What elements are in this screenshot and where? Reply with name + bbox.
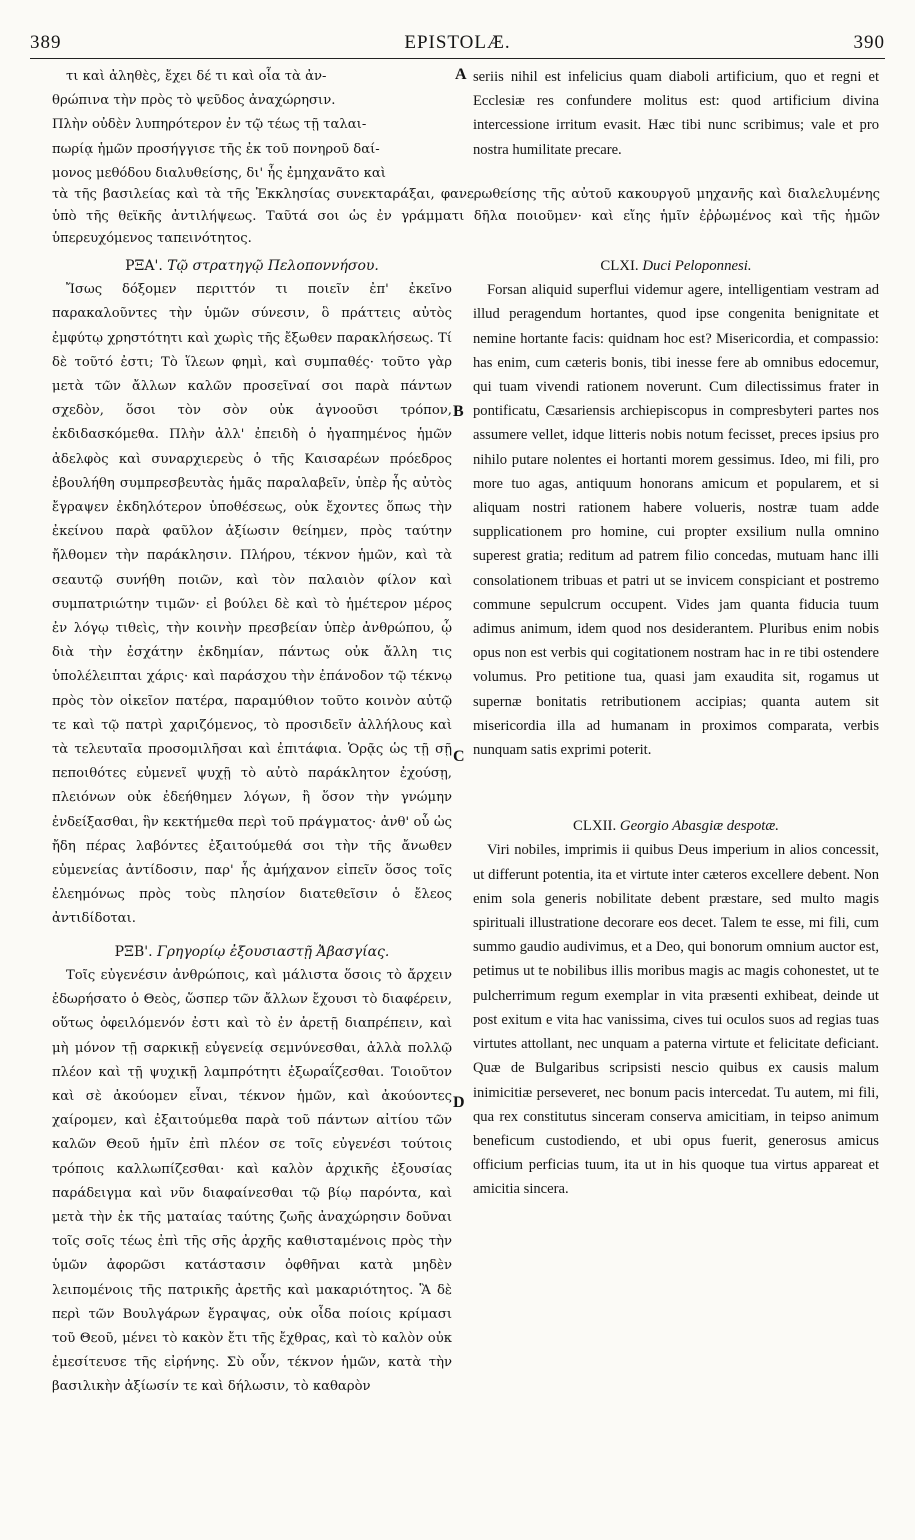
margin-letter-c: C	[453, 748, 465, 765]
margin-letter-b: B	[453, 403, 464, 420]
latin-heading-num: CLXI.	[600, 258, 639, 274]
margin-letter-d: D	[453, 1094, 465, 1111]
latin-letter-body-162: Viri nobiles, imprimis ii quibus Deus imperium in alios concessit, ut differunt potentia, ita et virtute inter cæteros excellere debent. Non enim sola generis nobilitate debent præstare, sed multo magis spirituali illustratione decorare eos decet. Talem te esse, mi fili, cum summo gaudio audivimus, et a Deo, qui bonorum omnium auctor est, petimus ut te nobilibus illis moribus magis ac magis cohonestet, ut te pulcherrimum regum exemplar in vita præsenti exhibeat, deinde ut post exitum e vita hac vanissima, cives tui oculos suos ad regias tuas virtutes attollant, nec unquam a paterna virtute et felicitate deficiant. Quæ de Bulgaribus scripsisti nescio quibus ex causis malum inimicitiæ perseveret, nec bonum pacis intercedat. Tu autem, mi fili, qua rex constitutus sinceram conserva amicitiam, in teipso animum beneficum custodiendo, et ubi opus fuerit, generosus amicus officium perficias tuum, ita ut in his quoque tua virtus appareat et amicitia sincera.	[473, 842, 879, 1198]
greek-heading-162	[52, 940, 452, 964]
margin-letter-a: A	[455, 66, 467, 83]
page-number-right: 390	[853, 32, 885, 53]
greek-letter-body-161: Ἴσως δόξομεν περιττόν τι ποιεῖν ἐπ' ἐκεῖνο παρακαλοῦντες τὴν ὑμῶν σύνεσιν, ὃ πράττεις αὐτὸς ἐμφύτῳ χρηστότητι καὶ χωρὶς τῆς ἔξωθεν παρακλήσεως. Τί δὲ τοῦτό ἐστι; Τὸ ἵλεων φημὶ, καὶ συμπαθές· τοῦτο γὰρ μετὰ τῶν ἄλλων καλῶν προσεῖναί σοι παρὰ πάντων σχεδὸν, ὅσοι τὸν σὸν οὐκ ἀγνοοῦσι τρόπον, ἐκδιδασκόμεθα. Πλὴν ἀλλ' ἐπειδὴ ὁ ἠγαπημένος ἡμῶν ἀδελφὸς καὶ συναρχιερεὺς ὁ τῆς Καισαρέων πρόεδρος ἐβουλήθη συμπρεσβευτὰς ἡμᾶς παραλαβεῖν, ὑπὲρ ἧς αὐτὸς ἔγραψεν ἐκδηλότερον ὑποθέσεως, οὐκ ἔχοντες ὅπως τὴν ἐκείνου παρὰ φαῦλον ἀξίωσιν θείημεν, πρὸς ταύτην ἤλθομεν τὴν παράκλησιν. Πλήρου, τέκνον ἡμῶν, καὶ τὰ σεαυτῷ συνήθη ποιῶν, καὶ τὸν παλαιὸν φίλον καὶ συμπατριώτην τιμῶν· εἰ βούλει δὲ καὶ τὸ ἡμέτερον μέρος ἐν λόγῳ τιθεὶς, τὴν κοινὴν πρεσβείαν ὑπὲρ ἀνθρώπου, ᾧ διὰ τὴν ἐσχάτην ἐκδημίαν, πάντως οὐκ ἄλλη τις ὑπολέλειπται χάρις· καὶ παράσχου τὴν ἐπάνοδον τῷ τέκνῳ πρὸς τὸν οἰκεῖον πατέρα, παραμύθιον τοῦτο κοινὸν αὐτῷ τε καὶ τῷ πατρὶ χαριζόμενος, τὸ προσιδεῖν ἀλλήλους καὶ τὰ τελευταῖα προσομιλῆσαι καὶ ἐπιτάφια. Ὁρᾷς ὡς τῇ σῇ πεποιθότες εὐμενεῖ ψυχῇ τὸ αὐτὸ παράκλητον ἐχούσῃ, πλειόνων οὐκ ἐδεήθημεν λόγων, ἢ ὅσον τὴν γνώμην ἐνδείξασθαι, ἣν κεκτήμεθα περὶ τοῦ πράγματος· ἀνθ' οὗ ὡς ἤδη πέρας λαβόντες ἐξαιτούμεθά σοι τὴν τῆς ἄνωθεν εὐμενείας ἀντίδοσιν, παρ' ἧς ἀμήχανον εἰπεῖν ὅσος τοῖς ἐλεημόνως πρὸς τοὺς πλησίον διατεθεῖσιν ὁ ἔλεος ἀντιδίδοται.	[52, 282, 452, 927]
latin-letter-body-161: Forsan aliquid superflui videmur agere, intelligentiam vestram ad illud peragendum hortantes, quod ipse congenita benignitate et nemine hortante facis: quidnam hoc est? Misericordia, et compassio: has enim, cum cæteris bonis, tibi inesse fere ab omnibus edocemur, qui tuam vivendi rationem noverunt. Cum dilectissimus frater in pontificatu, Cæsariensis archiepiscopus in compresbyteri partes nos assumere vellet, idque litteris nobis notum fecisset, preces ipsius pro nihilo putare nolentes ei hortanti morem gessimus. Ideo, mi fili, pro more tuo agas, antiquum honorans amicum et popularem, et si aliquam nostri rationem habere volueris, nostræ tuam adde supplicationem pro homine, cui propter exsilium nulla omnino superest gratia; reditum ad patrem filio concedas, mutuam hanc illi consolationem tribuas et patri ut se invicem conspiciant et postremo commune sepulcrum occupent. Vides jam quanta fiducia tuum adimus animum, idem quod nos desiderantem. Pluribus enim nobis opus non est verbis qui cogitationem nostram hac in re tibi ostendere volumus. Pro petitione tua, quasi jam exaudita sit, rogamus ut supernæ bonitatis retributionem accipias; quanta autem sit misericordia illa ad humanam in proximos comparata, verbis nunquam satis exprimi poterit.	[473, 282, 879, 759]
latin-heading-num: CLXII.	[573, 818, 617, 835]
greek-heading-num: ΡΞΑ'.	[125, 258, 163, 274]
greek-heading-161	[52, 254, 452, 278]
latin-top-text: seriis nihil est infelicius quam diaboli artificium, quo et regni et Ecclesiæ res confundere molitus est: quod artificium divina intercessione irritum evasit. Hæc tibi nunc scribimus; vale et pro nostra humilitate precare.	[473, 69, 879, 158]
latin-heading-title: Duci Peloponnesi.	[642, 258, 752, 274]
latin-column	[473, 254, 879, 1202]
page-number-left: 389	[30, 32, 62, 53]
latin-top-block	[473, 65, 879, 162]
latin-heading-161	[473, 254, 879, 278]
greek-heading-num: ΡΞΒ'.	[114, 943, 153, 960]
greek-heading-title: Γρηγορίῳ ἐξουσιαστῇ Ἀβασγίας.	[156, 943, 390, 960]
running-title: EPISTOLÆ.	[404, 32, 511, 53]
latin-heading-162	[473, 814, 879, 838]
greek-letter-body-162: Τοῖς εὐγενέσιν ἀνθρώποις, καὶ μάλιστα ὅσοις τὸ ἄρχειν ἐδωρήσατο ὁ Θεὸς, ὥσπερ τῶν ἄλλων ἔχουσι τὸ διαφέρειν, οὕτως ὀφειλόμενόν ἐστι καὶ τὸ ἐν ἀρετῇ διαπρέπειν, καὶ μὴ μόνον τῇ σαρκικῇ εὐγενείᾳ σεμνύνεσθαι, ἀλλὰ πολλῷ πλέον καὶ τῇ ψυχικῇ λαμπρότητι ἐξωραΐζεσθαι. Τοιοῦτον καὶ σὲ ἀκούομεν εἶναι, τέκνον ἡμῶν, καὶ ἀκούοντες χαίρομεν, καὶ ἐξαιτούμεθα παρὰ τοῦ πάντων αἰτίου τῶν καλῶν Θεοῦ ἡμῖν ἐπὶ πλέον σε τοῖς εὐγενέσι τούτοις τρόποις καλλωπίζεσθαι· καὶ καλὸν ἀρχικῆς ἐξουσίας παράδειγμα καὶ νῦν διαφαίνεσθαι τῷ βίῳ παρόντα, καὶ μετὰ τὴν ἐκ τῆς ματαίας ταύτης ζωῆς ἀναχώρησιν δοῦναι τοῖς σοῖς τέως ἐπὶ τῆς σῆς ἀρχῆς καθισταμένοις πρὸς τὴν ὑμῶν ἀφορῶσι κατάστασιν ὀφθῆναι κατὰ μηδὲν λειπομένοις τῆς πατρικῆς ἀρετῆς καὶ μακαριότητος. Ἃ δὲ περὶ τῶν Βουλγάρων ἔγραψας, οὐκ οἶδα ποίοις κρίμασι τοῦ Θεοῦ, μένει τὸ κακὸν ἔτι τῆς ἔχθρας, καὶ τὸ καλὸν οὐκ ἐμεσίτευσε τῆς εἰρήνης. Σὺ οὖν, τέκνον ἡμῶν, κατὰ τὴν βασιλικὴν ἀξίωσίν τε καὶ δήλωσιν, τὸ καθαρὸν	[52, 967, 452, 1395]
greek-line: τι καὶ ἀληθὲς, ἔχει δέ τι καὶ οἷα τὰ ἀν-	[66, 69, 327, 84]
latin-heading-title: Georgio Abasgiæ despotæ.	[619, 818, 779, 835]
greek-line: πωρίᾳ ἡμῶν προσήγγισε τῆς ἐκ τοῦ πονηροῦ δαί-	[52, 141, 380, 157]
greek-line: Πλὴν οὐδὲν λυπηρότερον ἐν τῷ τέως τῇ ταλαι-	[52, 117, 367, 133]
greek-wide-text: τὰ τῆς βασιλείας καὶ τὰ τῆς Ἐκκλησίας συνεκταράξαι, φανερωθείσης τῆς αὐτοῦ κακουργοῦ μηχανῆς καὶ διαλελυμένης ὑπὸ τῆς θεϊκῆς ἀντιλήψεως. Ταῦτά σοι ὡς ἐν γράμματι δῆλα ποιοῦμεν· καὶ εἴης ἡμῖν ἐῤῥωμένος καὶ τῆς ἡμῶν ὑπερευχόμενος ταπεινότητος.	[52, 187, 880, 246]
greek-column	[52, 254, 452, 1400]
greek-line: μονος μεθόδου διαλυθείσης, δι' ἧς ἐμηχανᾶτο καὶ	[52, 165, 386, 181]
page-header	[30, 32, 885, 56]
greek-line: θρώπινα τὴν πρὸς τὸ ψεῦδος ἀναχώρησιν.	[52, 93, 336, 109]
greek-heading-title: Τῷ στρατηγῷ Πελοποννήσου.	[167, 258, 379, 274]
greek-top-block	[52, 65, 452, 186]
header-rule	[30, 58, 885, 59]
